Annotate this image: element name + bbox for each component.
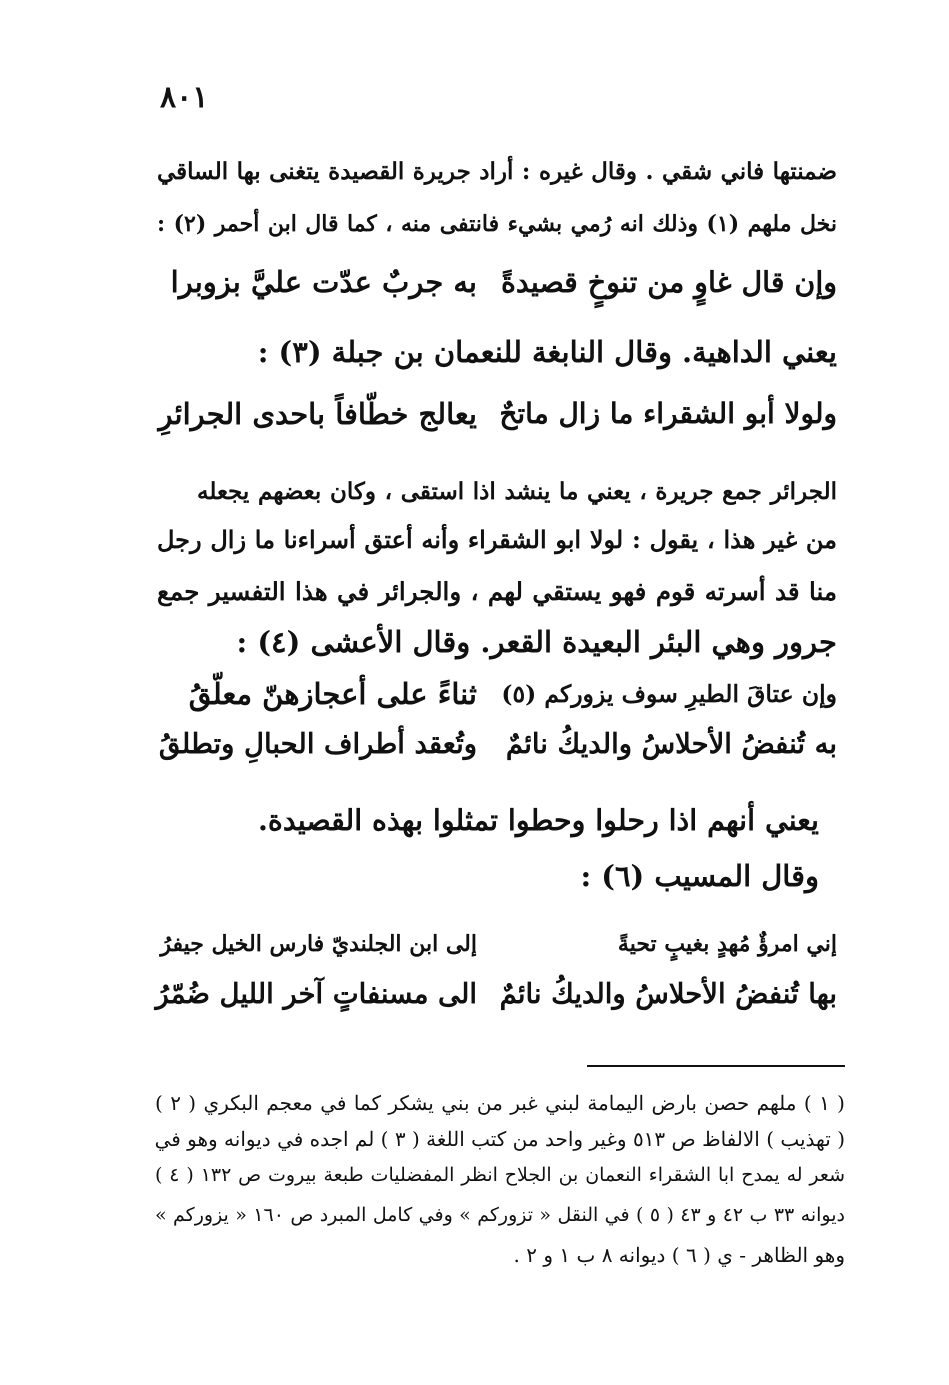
verse-5-first-hemistich: إني امرؤٌ مُهدٍ بغيبٍ تحيةً (617, 931, 837, 957)
verse-2-second-hemistich: يعالج خطّافاً باحدى الجرائرِ (158, 397, 477, 431)
verse-4-second-hemistich: وتُعقد أطراف الحبالِ وتطلقُ (158, 728, 477, 760)
verse-1-second-hemistich: به جربٌ عدّت عليَّ بزوبرا (170, 265, 477, 299)
verse-5-second-hemistich: إلى ابن الجلنديّ فارس الخيل جيفرُ (160, 931, 477, 957)
footnote-line-4: ديوانه ٣٣ ب ٤٢ و ٤٣ ( ٥ ) في النقل « تزوركم » وفي كامل المبرد ص ١٦٠ « يزوركم » (155, 1204, 845, 1226)
footnote-divider (587, 1065, 845, 1067)
verse-4-first-hemistich: به تُنفضُ الأحلاسُ والديكُ نائمٌ (505, 728, 837, 760)
footnote-line-2: ( تهذيب ) الالفاظ ص ٥١٣ وغير واحد من كتب اللغة ( ٣ ) لم اجده في ديوانه وهو في (154, 1127, 845, 1151)
paragraph-3-line-3: منا قد أسرته قوم فهو يستقي لهم ، والجرائر في هذا التفسير جمع (157, 577, 837, 606)
verse-3-first-hemistich: وإن عتاقَ الطيرِ سوف يزوركم (٥) (501, 680, 837, 708)
verse-6 (157, 974, 837, 1014)
paragraph-2-line-1: يعني الداهية. وقال النابغة للنعمان بن جبلة (٣) : (257, 335, 837, 369)
footnote-line-3: شعر له يمدح ابا الشقراء النعمان بن الجلاح انظر المفضليات طبعة بيروت ص ١٣٢ ( ٤ ) (155, 1164, 846, 1186)
verse-6-second-hemistich: الى مسنفاتٍ آخر الليل ضُمّرُ (155, 978, 477, 1010)
verse-4 (157, 724, 837, 764)
paragraph-3-line-2: من غير هذا ، يقول : لولا ابو الشقراء وأنه أعتق أسراءنا ما زال رجل (157, 525, 837, 554)
footnote-line-5: وهو الظاهر - ي ( ٦ ) ديوانه ٨ ب ١ و ٢ . (513, 1243, 845, 1267)
paragraph-3-line-4: جرور وهي البئر البعيدة القعر. وقال الأعشى (٤) : (236, 625, 837, 659)
verse-6-first-hemistich: بها تُنفضُ الأحلاسُ والديكُ نائمٌ (499, 978, 837, 1010)
verse-3-second-hemistich: ثناءً على أعجازهنّ معلّقُ (188, 677, 477, 711)
verse-3 (157, 674, 837, 714)
verse-2 (157, 394, 837, 434)
verse-5 (157, 924, 837, 964)
footnote-line-1: ( ١ ) ملهم حصن بارض اليمامة لبني غبر من بني يشكر كما في معجم البكري ( ٢ ) (155, 1091, 845, 1115)
paragraph-3-line-1: الجرائر جمع جريرة ، يعني ما ينشد اذا استقى ، وكان بعضهم يجعله (197, 478, 837, 505)
paragraph-4-line-1: يعني أنهم اذا رحلوا وحطوا تمثلوا بهذه القصيدة. (257, 803, 819, 837)
verse-1 (157, 262, 837, 302)
verse-2-first-hemistich: ولولا أبو الشقراء ما زال ماتحٌ (499, 397, 837, 430)
paragraph-1-line-1: ضمنتها فاني شقي . وقال غيره : أراد جريرة القصيدة يتغنى بها الساقي (157, 158, 837, 185)
page-number: ٨٠١ (160, 80, 209, 115)
paragraph-5-line-1: وقال المسيب (٦) : (580, 859, 819, 893)
verse-1-first-hemistich: وإن قال غاوٍ من تنوخٍ قصيدةً (500, 265, 837, 299)
paragraph-1-line-2: نخل ملهم (١) وذلك انه رُمي بشيء فانتفى منه ، كما قال ابن أحمر (٢) : (157, 211, 837, 237)
